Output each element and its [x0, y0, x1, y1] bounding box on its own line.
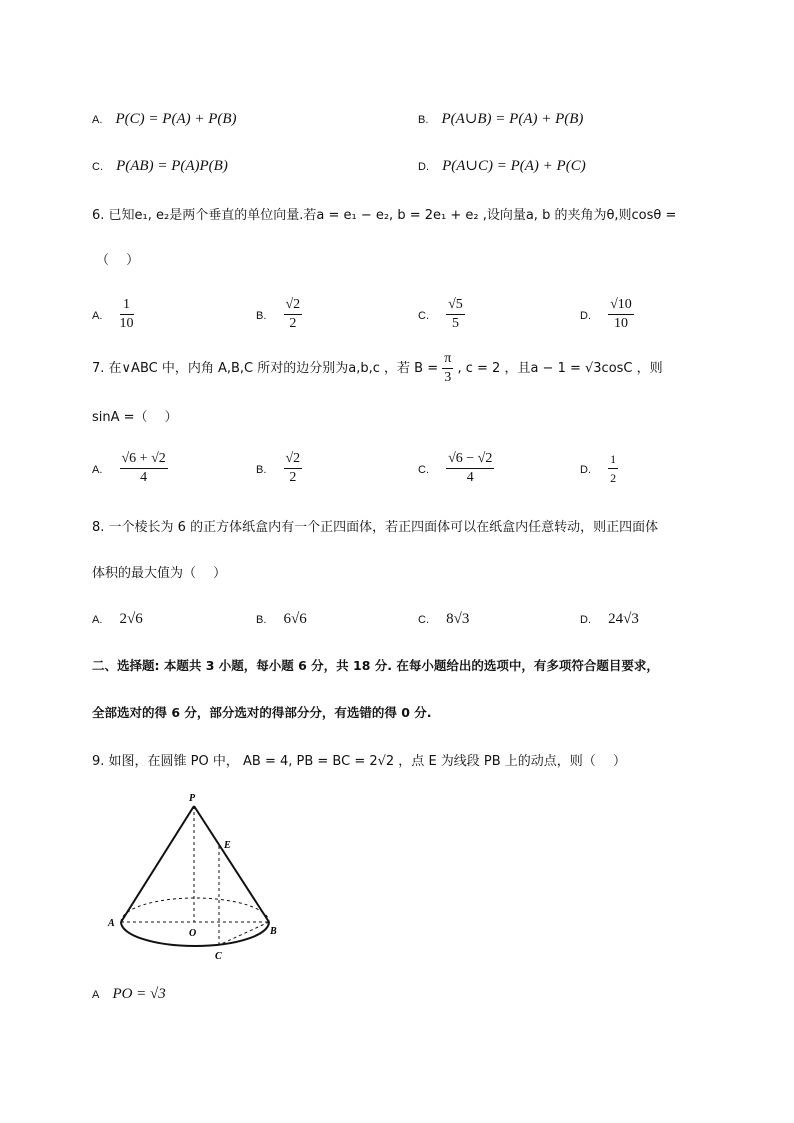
option-fraction	[608, 296, 634, 333]
denominator: 10	[613, 316, 628, 331]
q7-b-fraction	[442, 350, 453, 387]
option-label: B.	[256, 614, 267, 626]
option-text: PO = √3	[112, 986, 166, 1002]
option-fraction	[446, 296, 465, 333]
denominator: 3	[444, 370, 452, 385]
option-label: B.	[256, 310, 267, 322]
option-label: D.	[418, 161, 429, 173]
option-label: A.	[92, 114, 103, 126]
q7-stem-line2: sinA =（ ）	[92, 410, 178, 425]
cone-figure	[100, 788, 290, 963]
option-text: P(C) = P(A) + P(B)	[115, 111, 237, 127]
denominator: 2	[289, 316, 297, 331]
section2-heading-line1: 二、选择题: 本题共 3 小题，每小题 6 分，共 18 分. 在每小题给出的选项中，有多项符合题目要求，	[92, 658, 659, 673]
q6-answer-paren: （ ）	[96, 253, 140, 268]
denominator: 4	[140, 470, 148, 485]
numerator: 1	[608, 450, 618, 469]
q8-stem-line2: 体积的最大值为（ ）	[92, 566, 227, 581]
denominator: 4	[466, 470, 474, 485]
option-label: B.	[418, 114, 429, 126]
q6-option-b	[256, 296, 302, 333]
denominator: 2	[610, 471, 617, 485]
q5-option-d	[418, 155, 586, 175]
q8-stem-line1: 8. 一个棱长为 6 的正方体纸盒内有一个正四面体，若正四面体可以在纸盒内任意转动，则正四面体	[92, 520, 659, 535]
option-label: C.	[418, 614, 429, 626]
option-text: 24√3	[608, 611, 639, 627]
denominator: 5	[451, 316, 459, 331]
option-label: A.	[92, 464, 103, 476]
numerator: √6 + √2	[120, 450, 168, 469]
q5-option-b	[418, 108, 583, 128]
option-label: A.	[92, 614, 103, 626]
option-text: 2√6	[119, 611, 143, 627]
numerator: √6 − √2	[446, 450, 494, 469]
q7-stem-part1: 7. 在∨ABC 中，内角 A,B,C 所对的边分别为a,b,c ，若 B =	[92, 361, 439, 376]
option-fraction	[120, 450, 168, 487]
option-label: B.	[256, 464, 267, 476]
q6-option-c	[418, 296, 465, 333]
edge-PB	[194, 806, 269, 922]
option-label: C.	[418, 464, 429, 476]
option-label: C.	[418, 310, 429, 322]
option-fraction	[284, 296, 303, 333]
option-fraction	[608, 450, 618, 487]
label-P: P	[189, 793, 196, 804]
q5-option-a	[92, 108, 237, 128]
option-label: D.	[580, 310, 591, 322]
q5-option-c	[92, 155, 228, 175]
option-text: 6√6	[283, 611, 307, 627]
q8-option-d	[580, 608, 639, 628]
q7-stem	[92, 350, 663, 387]
q6-option-a	[92, 296, 134, 333]
option-label: C.	[92, 161, 103, 173]
q9-option-a	[92, 983, 166, 1003]
label-O: O	[189, 928, 197, 939]
denominator: 2	[289, 470, 297, 485]
numerator: √10	[608, 296, 634, 315]
numerator: √2	[284, 296, 303, 315]
q8-option-b	[256, 608, 307, 628]
option-fraction	[284, 450, 303, 487]
label-C: C	[215, 951, 222, 962]
option-text: P(A∪C) = P(A) + P(C)	[442, 158, 586, 174]
q8-option-a	[92, 608, 143, 628]
option-text: P(A∪B) = P(A) + P(B)	[441, 111, 584, 127]
label-E: E	[224, 840, 231, 851]
q6-stem: 6. 已知e₁, e₂是两个垂直的单位向量.若a = e₁ − e₂, b = 2e₁ + e₂ ,设向量a, b 的夹角为θ,则cosθ =	[92, 208, 677, 223]
option-fraction	[120, 296, 134, 333]
q7-option-b	[256, 450, 302, 487]
numerator: 1	[120, 296, 134, 315]
option-label: D.	[580, 464, 591, 476]
q9-stem: 9. 如图，在圆锥 PO 中， AB = 4, PB = BC = 2√2 ，点 E 为线段 PB 上的动点，则（ ）	[92, 754, 626, 769]
q7-stem-part2: , c = 2 ，且a − 1 = √3cosC ，则	[457, 361, 663, 376]
option-label: A	[92, 989, 100, 1001]
option-text: 8√3	[446, 611, 470, 627]
denominator: 10	[119, 316, 134, 331]
q7-option-c	[418, 450, 494, 487]
option-label: A.	[92, 310, 103, 322]
option-text: P(AB) = P(A)P(B)	[116, 158, 228, 174]
section2-heading-line2: 全部选对的得 6 分，部分选对的得部分分，有选错的得 0 分.	[92, 705, 432, 720]
option-fraction	[446, 450, 494, 487]
q8-option-c	[418, 608, 469, 628]
q6-option-d	[580, 296, 634, 333]
q7-option-d	[580, 450, 618, 487]
numerator: √5	[446, 296, 465, 315]
numerator: π	[442, 350, 453, 369]
option-label: D.	[580, 614, 591, 626]
label-B: B	[270, 926, 277, 937]
q7-option-a	[92, 450, 168, 487]
label-A: A	[108, 918, 115, 929]
edge-PA	[121, 806, 194, 922]
cone-base-back-arc	[121, 898, 269, 922]
numerator: √2	[284, 450, 303, 469]
